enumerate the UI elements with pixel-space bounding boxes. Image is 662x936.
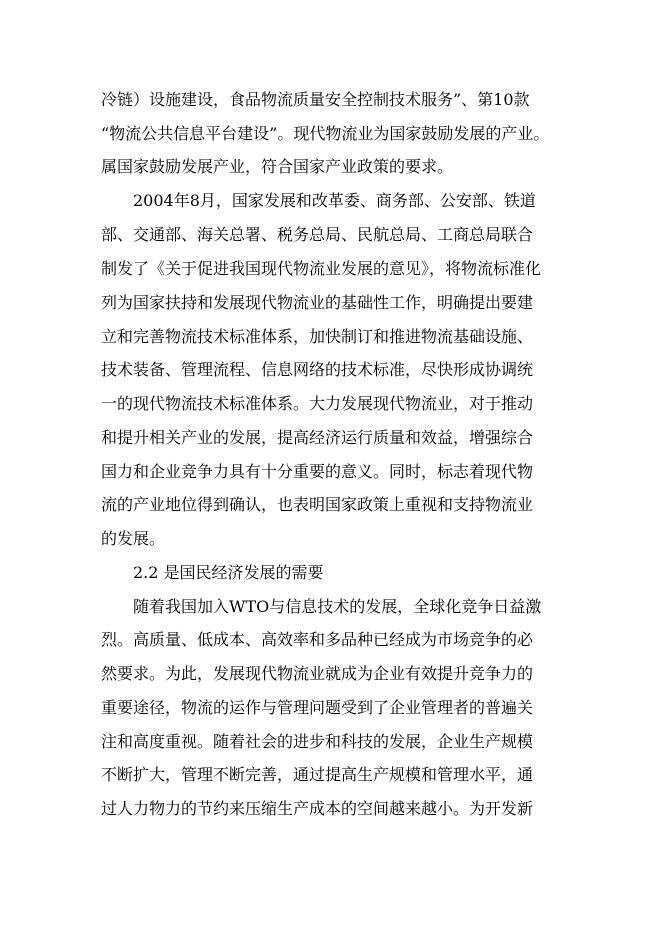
section-heading: 2.2 是国民经济发展的需要 [133,563,324,582]
text-line: 烈。高质量、低成本、高效率和多品种已经成为市场竞争的必 [101,630,534,649]
text-line: 注和高度重视。随着社会的进步和科技的发展，企业生产规模 [101,732,534,751]
text-line: 流的产业地位得到确认，也表明国家政策上重视和支持物流业 [101,495,534,514]
text-line: “物流公共信息平台建设”。现代物流业为国家鼓励发展的产业。 [101,124,550,143]
text-line: 和提升相关产业的发展，提高经济运行质量和效益，增强综合 [101,428,534,447]
text-line: 列为国家扶持和发展现代物流业的基础性工作，明确提出要建 [101,293,534,312]
text-line: 冷链）设施建设，食品物流质量安全控制技术服务”、第10款 [101,90,530,109]
text-line: 技术装备、管理流程、信息网络的技术标准，尽快形成协调统 [101,360,534,379]
text-line: 然要求。为此，发展现代物流业就成为企业有效提升竞争力的 [101,664,534,683]
text-line: 不断扩大，管理不断完善，通过提高生产规模和管理水平，通 [101,765,534,784]
text-line: 过人力物力的节约来压缩生产成本的空间越来越小。为开发新 [101,799,534,818]
text-line: 国力和企业竞争力具有十分重要的意义。同时，标志着现代物 [101,462,534,481]
text-line: 一的现代物流技术标准体系。大力发展现代物流业，对于推动 [101,394,534,413]
paragraph-first-line: 2004年8月，国家发展和改革委、商务部、公安部、铁道 [133,191,536,210]
paragraph-first-line: 随着我国加入WTO与信息技术的发展，全球化竞争日益激 [133,597,542,616]
text-line: 立和完善物流技术标准体系，加快制订和推进物流基础设施、 [101,327,534,346]
text-line: 部、交通部、海关总署、税务总局、民航总局、工商总局联合 [101,225,534,244]
text-line: 属国家鼓励发展产业，符合国家产业政策的要求。 [101,157,454,176]
text-line: 的发展。 [101,529,166,548]
text-line: 重要途径，物流的运作与管理问题受到了企业管理者的普遍关 [101,698,534,717]
text-line: 制发了《关于促进我国现代物流业发展的意见》，将物流标准化 [101,259,542,278]
